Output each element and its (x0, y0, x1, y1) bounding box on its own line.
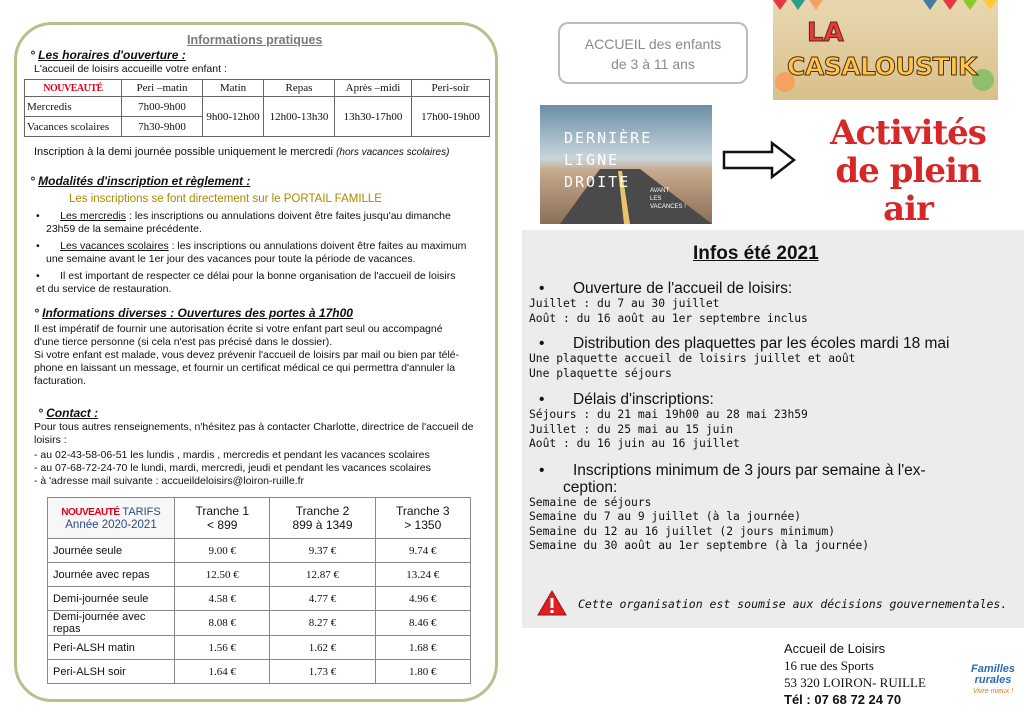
modalites-heading: ° Modalités d'inscription et règlement : (30, 174, 251, 188)
section-heading: • Inscriptions minimum de 3 jours par semaine à l'ex- (539, 461, 926, 479)
cell: 13h30-17h00 (335, 97, 412, 137)
portail-famille-text: Les inscriptions se font directement sur le PORTAIL FAMILLE (69, 193, 382, 205)
contact-heading: ° Contact : (38, 406, 99, 420)
diverses-text: Il est impératif de fournir une autorisation écrite si votre enfant part seul ou accompagné d'une tierce personne (si cela n'est pas précisé dans le dossier). Si votre enfant est malade, vous devez prévenir l'accueil de loisirs par mail ou bien par télé- phone en laissant un message, et fournir un certificat médical ce qui permettra d'annuler la facturation. (34, 323, 460, 387)
row-vacances: Vacances scolaires (25, 117, 122, 137)
modalites-list: • Les mercredis : les inscriptions ou annulations doivent être faites jusqu'au dimanche 23h59 de la semaine précédente. • Les vacances scolaires : les inscriptions ou annulations doivent être faites au maximum une semaine avant le 1er jour des vacances pour toute la période de vacances. • Il est important de respecter ce délai pour la bonne organisation de l'accueil de loisirs et du service de restauration. (36, 210, 467, 295)
diverses-heading: ° Informations diverses : Ouvertures des portes à 17h00 (34, 306, 353, 320)
table-row: Peri-ALSH matin 1.56 € 1.62 € 1.68 € (48, 636, 471, 660)
accueil-box: ACCUEIL des enfants de 3 à 11 ans (558, 22, 748, 84)
row-mercredis: Mercredis (25, 97, 122, 117)
col-tranche-3: Tranche 3 > 1350 (375, 498, 471, 539)
road-headline: DERNIÈRE LIGNE DROITE (564, 129, 653, 191)
section-heading: • Délais d'inscriptions: (539, 391, 714, 408)
inscription-note: Inscription à la demi journée possible uniquement le mercredi (hors vacances scolaires) (34, 146, 450, 158)
horaires-heading: ° Les horaires d'ouverture : (30, 48, 186, 62)
cell: 12h00-13h30 (264, 97, 335, 137)
cell: 9h00-12h00 (203, 97, 264, 137)
infos-title: Infos été 2021 (693, 243, 819, 264)
arrow-right-icon (722, 140, 798, 180)
hours-table (24, 79, 490, 137)
col-apres-midi: Après –midi (335, 80, 412, 97)
section-heading: • Ouverture de l'accueil de loisirs: (539, 280, 793, 297)
table-row: Journée seule 9.00 € 9.37 € 9.74 € (48, 539, 471, 563)
warning-text: Cette organisation est soumise aux décisions gouvernementales. (578, 597, 1008, 611)
section-heading: • Distribution des plaquettes par les écoles mardi 18 mai (539, 335, 950, 352)
table-row: Peri-ALSH soir 1.64 € 1.73 € 1.80 € (48, 660, 471, 684)
infos-content: • Ouverture de l'accueil de loisirs: Juillet : du 7 au 30 juillet Août : du 16 août au 1er septembre inclus • Distribution des plaquettes par les écoles mardi 18 mai Une plaquette accueil de loisirs juillet et août Une plaquette séjours • Délais d'inscriptions: Séjours : du 21 mai 19h00 au 28 mai 23h59 Juillet : du 25 mai au 15 juin Août : du 16 juin au 16 juillet • Inscriptions minimum de 3 jours par semaine à l'ex- ception: Semaine de séjours Semaine du 7 au 9 juillet (à la journée) Semaine du 12 au 16 juillet (2 jours minimum) Semaine du 30 août au 1er septembre (à la journée) (529, 280, 1019, 554)
horaires-intro: L'accueil de loisirs accueille votre enfant : (34, 63, 227, 75)
familles-rurales-logo: Familles rurales Vivre mieux ! (970, 663, 1016, 695)
tarifs-header-cell: NOUVEAUTÉ TARIFS Année 2020-2021 (48, 498, 175, 539)
cell: 17h00-19h00 (412, 97, 490, 137)
contact-text: Pour tous autres renseignements, n'hésitez pas à contacter Charlotte, directrice de l'accueil de loisirs : - au 02-43-58-06-51 les lundis , mardis , mercredis et pendant les vacances scolaires - au 07-68-72-24-70 le lundi, mardi, mercredi, jeudi et pendant les vacances scolaires - à 'adresse mail suivante : accueildeloisirs@loiron-ruille.fr (34, 421, 474, 487)
col-repas: Repas (264, 80, 335, 97)
address-block: Accueil de Loisirs 16 rue des Sports 53 320 LOIRON- RUILLE Tél : 07 68 72 24 70 (784, 641, 926, 707)
cell: 7h30-9h00 (122, 117, 203, 137)
warning-icon (537, 589, 567, 617)
tarifs-table (47, 497, 471, 684)
cell: 7h00-9h00 (122, 97, 203, 117)
col-peri-matin: Peri –matin (122, 80, 203, 97)
col-peri-soir: Peri-soir (412, 80, 490, 97)
table-row: Journée avec repas 12.50 € 12.87 € 13.24 € (48, 563, 471, 587)
col-matin: Matin (203, 80, 264, 97)
table-row: Demi-journée seule 4.58 € 4.77 € 4.96 € (48, 587, 471, 611)
page-title: Informations pratiques (187, 33, 323, 47)
col-tranche-1: Tranche 1 < 899 (175, 498, 270, 539)
table-row: Demi-journée avec repas 8.08 € 8.27 € 8.46 € (48, 611, 471, 636)
col-tranche-2: Tranche 2 899 à 1349 (270, 498, 375, 539)
activites-plein-air: Activités de plein air (830, 113, 986, 229)
road-image (540, 105, 712, 224)
nouveaute-badge: NOUVEAUTÉ (25, 80, 122, 97)
email-address: accueildeloisirs@loiron-ruille.fr (161, 475, 305, 487)
casaloustik-logo: LA CASALOUSTIK (773, 0, 998, 100)
road-subtext: AVANT LES VACANCES ! (650, 188, 686, 210)
